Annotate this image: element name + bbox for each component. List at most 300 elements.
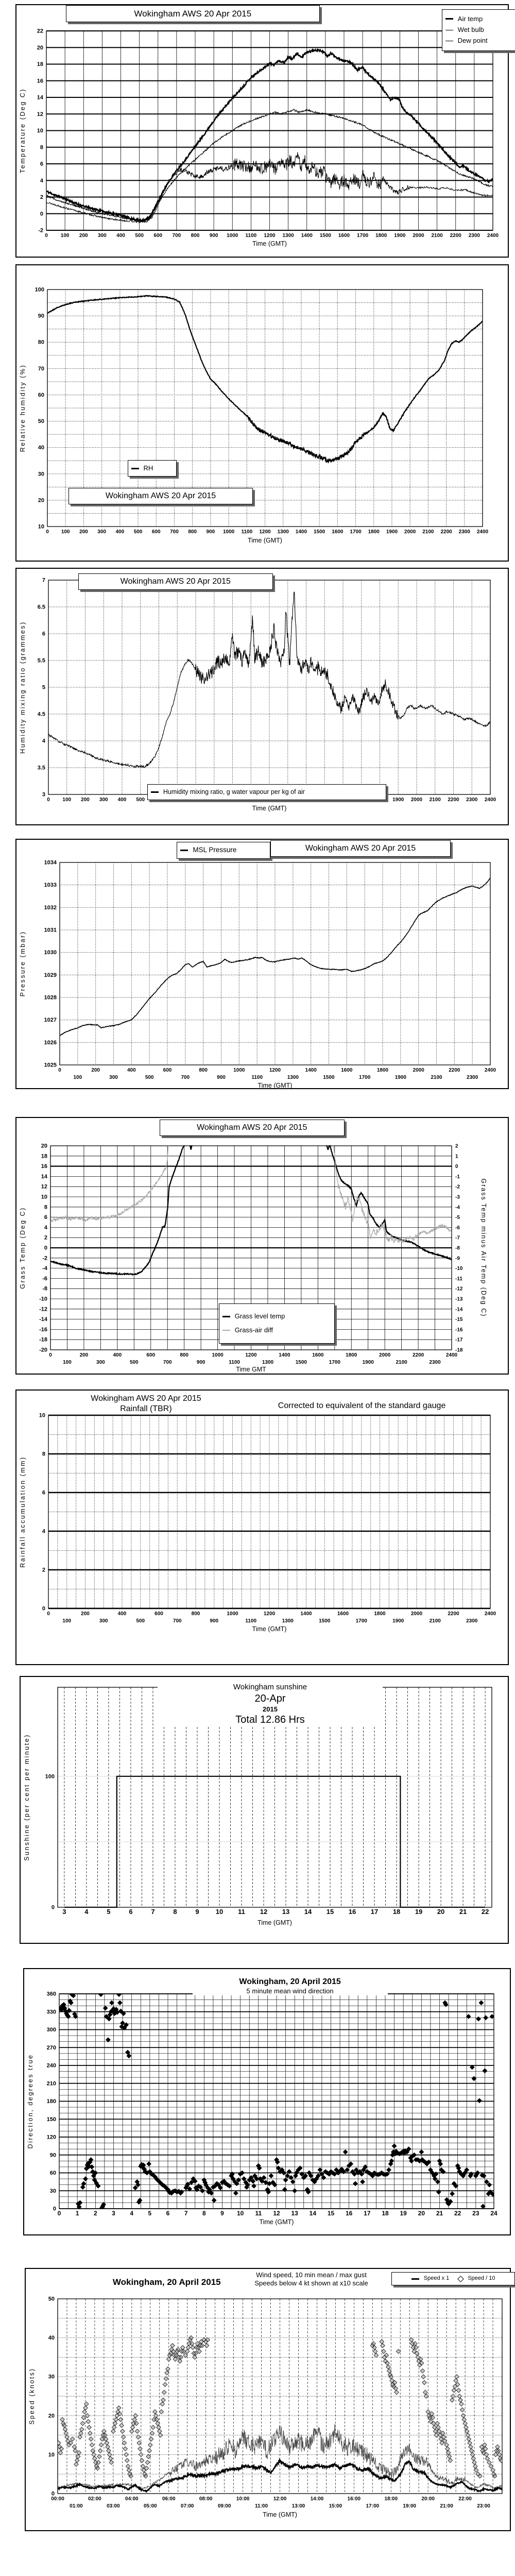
wind-speed-xtick: 07:00 <box>180 2503 194 2509</box>
rainfall-ytick: 10 <box>39 1412 45 1419</box>
sunshine-xtick: 10 <box>215 1908 224 1916</box>
wind-speed-legend <box>391 2272 515 2285</box>
msl-pressure-ytick: 1027 <box>44 1017 57 1024</box>
rainfall-ytick: 2 <box>42 1567 45 1573</box>
grass-temperature-y2tick: 1 <box>455 1154 458 1160</box>
msl-pressure-xtick: 2400 <box>484 1067 496 1073</box>
msl-pressure-ytick: 1034 <box>44 859 57 866</box>
air-temperature-xtick: 2000 <box>413 233 424 239</box>
line-thick-icon <box>222 1316 230 1317</box>
wind-direction-xtick: 20 <box>418 2210 425 2217</box>
rainfall-xtick: 500 <box>136 1618 145 1624</box>
legend-label: Dew point <box>457 37 488 45</box>
grass-temperature-xtick: 1800 <box>346 1352 357 1358</box>
relative-humidity-ytick: 90 <box>38 313 44 319</box>
air-temperature-ytick: 0 <box>40 211 43 217</box>
humidity-mixing-ratio-title-box <box>78 573 273 590</box>
relative-humidity-xtick: 2000 <box>404 529 416 535</box>
grass-temperature-ytick: 4 <box>44 1224 47 1231</box>
rainfall-xtick: 1200 <box>263 1611 276 1617</box>
humidity-mixing-ratio-xtick: 100 <box>62 797 72 803</box>
humidity-mixing-ratio-ytick: 6.5 <box>37 604 45 611</box>
wind-direction-xtick: 4 <box>130 2210 134 2217</box>
relative-humidity-xtick: 1300 <box>277 529 289 535</box>
rainfall-canvas <box>16 1391 510 1666</box>
wind-direction-xtick: 13 <box>291 2210 298 2217</box>
wind-speed-ytick: 20 <box>48 2413 55 2419</box>
humidity-mixing-ratio-xtick: 500 <box>136 797 145 803</box>
air-temperature-xtick: 1700 <box>357 233 369 239</box>
relative-humidity-xtick: 2400 <box>476 529 489 535</box>
wind-direction-canvas <box>24 1969 512 2236</box>
msl-pressure-xtick: 400 <box>127 1067 136 1073</box>
grass-temperature-xtick: 1400 <box>279 1352 290 1358</box>
humidity-mixing-ratio-xtick: 0 <box>47 797 50 803</box>
wind-speed-xtick: 13:00 <box>291 2503 305 2509</box>
wind-direction-ytick: 240 <box>46 2062 56 2069</box>
msl-pressure-xtick: 1000 <box>233 1067 245 1073</box>
wind-direction-xtick: 23 <box>472 2210 479 2217</box>
wind-speed-xtick: 18:00 <box>384 2496 398 2502</box>
wind-direction-xtick: 21 <box>436 2210 443 2217</box>
grass-temperature-ytick: -20 <box>39 1347 47 1353</box>
humidity-mixing-ratio-xlabel: Time (GMT) <box>252 805 287 812</box>
rainfall-xtick: 900 <box>210 1618 219 1624</box>
msl-pressure-ytick: 1032 <box>44 904 57 911</box>
rainfall-title-line: Rainfall (TBR) <box>120 1404 172 1414</box>
relative-humidity-xtick: 800 <box>188 529 197 535</box>
wind-speed-xtick: 20:00 <box>421 2496 435 2502</box>
grass-temperature-y2tick: -11 <box>455 1276 462 1282</box>
rainfall-xtick: 400 <box>117 1611 127 1617</box>
msl-pressure-xtick: 700 <box>181 1075 190 1080</box>
msl-pressure-xtick: 2300 <box>467 1075 478 1080</box>
wind-direction-xtick: 17 <box>364 2210 371 2217</box>
msl-pressure-xlabel: Time (GMT) <box>258 1082 293 1089</box>
humidity-mixing-ratio-xtick: 2200 <box>448 797 459 803</box>
legend-item <box>445 26 513 34</box>
grass-temperature-xtick: 300 <box>96 1360 105 1365</box>
grass-temperature-xtick: 2200 <box>412 1352 424 1358</box>
air-temperature-xtick: 1900 <box>394 233 406 239</box>
grass-temperature-legend <box>219 1303 335 1344</box>
air-temperature-xtick: 1000 <box>227 233 238 239</box>
wind-speed-ytick: 40 <box>48 2335 55 2342</box>
msl-pressure-title-box <box>270 840 450 857</box>
legend-label: Wet bulb <box>457 26 484 34</box>
wind-direction-xtick: 8 <box>202 2210 206 2217</box>
wind-direction-xtick: 18 <box>382 2210 389 2217</box>
wind-speed-ytick: 30 <box>48 2374 55 2380</box>
rainfall-xtick: 800 <box>191 1611 200 1617</box>
wind-direction-xtick: 22 <box>454 2210 461 2217</box>
grass-temperature-xtick: 2000 <box>379 1352 391 1358</box>
wind-speed-xtick: 12:00 <box>273 2496 287 2502</box>
grass-temperature-xtick: 1200 <box>245 1352 257 1358</box>
msl-pressure-ytick: 1030 <box>44 950 57 956</box>
wind-speed-xlabel: Time (GMT) <box>263 2511 297 2518</box>
relative-humidity-xtick: 1700 <box>350 529 362 535</box>
air-temperature-xtick: 500 <box>135 233 144 239</box>
rainfall-xtick: 2000 <box>410 1611 423 1617</box>
grass-temperature-y2tick: 2 <box>455 1143 458 1149</box>
sunshine-title-line: Total 12.86 Hrs <box>235 1714 305 1726</box>
msl-pressure-ytick: 1033 <box>44 882 57 889</box>
relative-humidity-title-line: Wokingham AWS 20 Apr 2015 <box>105 491 216 500</box>
wind-speed-xtick: 03:00 <box>107 2503 120 2509</box>
wind-speed-xtick: 08:00 <box>199 2496 213 2502</box>
grass-temperature-ytick: 18 <box>41 1153 47 1160</box>
msl-pressure-xtick: 1200 <box>269 1067 281 1073</box>
rainfall-xtick: 1000 <box>227 1611 238 1617</box>
wind-direction-xtick: 5 <box>148 2210 152 2217</box>
chart-relative-humidity <box>15 264 509 562</box>
wind-speed-title-line: Wind speed, 10 min mean / max gust <box>256 2271 367 2279</box>
wind-speed-xtick: 09:00 <box>217 2503 231 2509</box>
rainfall-xtick: 2200 <box>448 1611 459 1617</box>
grass-temperature-title-line: Wokingham AWS 20 Apr 2015 <box>197 1123 307 1132</box>
relative-humidity-ytick: 100 <box>35 286 44 293</box>
grass-temperature-series-1 <box>333 1142 452 1243</box>
grass-temperature-ytick: 14 <box>41 1173 47 1180</box>
msl-pressure-xtick: 0 <box>58 1067 61 1073</box>
legend-label: Speed x 1 <box>423 2275 450 2282</box>
wind-direction-xtick: 14 <box>309 2210 317 2217</box>
air-temperature-xtick: 2400 <box>487 233 499 239</box>
grass-temperature-y2tick: -14 <box>455 1307 463 1313</box>
air-temperature-xtick: 700 <box>172 233 181 239</box>
air-temperature-ytick: 20 <box>37 44 43 51</box>
grass-temperature-xtick: 600 <box>146 1352 156 1358</box>
wind-direction-ytick: 0 <box>53 2206 56 2212</box>
wind-direction-title-line: 5 minute mean wind direction <box>246 1987 334 1995</box>
relative-humidity-ytick: 10 <box>38 523 44 530</box>
air-temperature-xtick: 800 <box>191 233 200 239</box>
humidity-mixing-ratio-legend <box>147 784 386 801</box>
legend-item <box>180 846 267 855</box>
msl-pressure-xtick: 1900 <box>394 1075 406 1080</box>
air-temperature-ylabel: Temperature (Deg C) <box>19 88 26 173</box>
air-temperature-ytick: 10 <box>37 128 43 134</box>
wind-direction-xtick: 1 <box>75 2210 79 2217</box>
rainfall-xtick: 600 <box>154 1611 163 1617</box>
air-temperature-xtick: 1500 <box>319 233 331 239</box>
wind-direction-xtick: 0 <box>57 2210 61 2217</box>
rainfall-ytick: 6 <box>42 1489 45 1496</box>
relative-humidity-xtick: 700 <box>170 529 179 535</box>
grass-temperature-y2tick: 0 <box>455 1164 458 1170</box>
grass-temperature-xtick: 800 <box>180 1352 189 1358</box>
rainfall-xtick: 2300 <box>466 1618 478 1624</box>
grass-temperature-title-box <box>160 1120 345 1136</box>
sunshine-xtick: 16 <box>348 1908 356 1916</box>
msl-pressure-ytick: 1031 <box>44 927 57 934</box>
legend-item <box>445 15 513 23</box>
legend-item <box>222 1312 331 1320</box>
wind-speed-xtick: 22:00 <box>458 2496 472 2502</box>
grass-temperature-y2tick: -3 <box>455 1194 460 1200</box>
msl-pressure-ytick: 1025 <box>44 1062 57 1069</box>
air-temperature-ytick: 18 <box>37 61 43 67</box>
air-temperature-ytick: 12 <box>37 111 43 117</box>
wind-speed-xtick: 21:00 <box>440 2503 453 2509</box>
sunshine-xtick: 5 <box>107 1908 111 1916</box>
rainfall-title-box <box>63 1394 229 1414</box>
chart-grass-temperature <box>15 1117 509 1375</box>
wind-direction-ytick: 120 <box>46 2134 56 2141</box>
wind-direction-xtick: 11 <box>255 2210 262 2217</box>
msl-pressure-xtick: 1600 <box>341 1067 353 1073</box>
msl-pressure-xtick: 100 <box>73 1075 82 1080</box>
air-temperature-ytick: 16 <box>37 78 43 84</box>
grass-temperature-ytick: 6 <box>44 1214 47 1221</box>
grass-temperature-xtick: 900 <box>196 1360 205 1365</box>
rainfall-xtick: 1900 <box>392 1618 404 1624</box>
chart-rainfall <box>15 1389 509 1665</box>
sunshine-xtick: 7 <box>151 1908 155 1916</box>
rainfall-title-line: Wokingham AWS 20 Apr 2015 <box>91 1394 201 1403</box>
sunshine-ylabel: Sunshine (per cent per minute) <box>23 1734 30 1861</box>
grass-temperature-y2tick: -8 <box>455 1245 460 1251</box>
wind-direction-xtick: 6 <box>166 2210 170 2217</box>
msl-pressure-ytick: 1028 <box>44 994 57 1001</box>
air-temperature-ytick: 2 <box>40 194 43 200</box>
legend-item <box>222 1326 331 1334</box>
humidity-mixing-ratio-ytick: 4 <box>42 738 45 744</box>
air-temperature-title-line: Wokingham AWS 20 Apr 2015 <box>134 9 252 19</box>
line-gray-icon <box>222 1330 230 1331</box>
wind-direction-ytick: 90 <box>49 2152 56 2159</box>
rainfall-ylabel: Rainfall accumulation (mm) <box>19 1456 26 1568</box>
air-temperature-xtick: 1800 <box>375 233 387 239</box>
relative-humidity-xtick: 1900 <box>386 529 398 535</box>
wind-speed-title-line: Wokingham, 20 April 2015 <box>112 2277 221 2287</box>
wind-direction-ytick: 30 <box>49 2188 56 2194</box>
air-temperature-canvas <box>16 5 510 259</box>
rainfall-xtick: 0 <box>47 1611 50 1617</box>
msl-pressure-xtick: 1400 <box>305 1067 317 1073</box>
relative-humidity-xtick: 900 <box>206 529 215 535</box>
relative-humidity-xtick: 1200 <box>259 529 271 535</box>
wind-direction-ytick: 360 <box>46 1991 56 1997</box>
relative-humidity-ytick: 80 <box>38 339 44 346</box>
rainfall-title-line: Corrected to equivalent of the standard gauge <box>278 1401 446 1411</box>
grass-temperature-ytick: 16 <box>41 1163 47 1170</box>
sunshine-xtick: 8 <box>173 1908 177 1916</box>
air-temperature-ytick: 22 <box>37 28 43 35</box>
grass-temperature-xtick: 500 <box>129 1360 139 1365</box>
humidity-mixing-ratio-ytick: 5.5 <box>37 657 45 664</box>
grass-temperature-y2tick: -2 <box>455 1184 460 1190</box>
air-temperature-xtick: 1600 <box>338 233 350 239</box>
sunshine-xtick: 11 <box>238 1908 245 1916</box>
msl-pressure-legend <box>177 842 270 859</box>
air-temperature-ytick: 8 <box>40 144 43 151</box>
wind-direction-xtick: 2 <box>93 2210 97 2217</box>
legend-label: MSL Pressure <box>193 845 237 854</box>
humidity-mixing-ratio-title-line: Wokingham AWS 20 Apr 2015 <box>120 577 231 586</box>
legend-item <box>458 2275 495 2282</box>
wind-speed-xtick: 23:00 <box>477 2503 490 2509</box>
grass-temperature-ytick: -12 <box>39 1306 47 1313</box>
grass-temperature-xtick: 1700 <box>329 1360 340 1365</box>
wind-speed-xtick: 01:00 <box>70 2503 83 2509</box>
wind-speed-title-box <box>235 2271 388 2288</box>
sunshine-ytick: 0 <box>51 1904 55 1911</box>
msl-pressure-ylabel: Pressure (mbar) <box>19 930 26 997</box>
air-temperature-ytick: -2 <box>38 227 43 234</box>
grass-temperature-y2tick: -10 <box>455 1266 463 1272</box>
wind-speed-xtick: 15:00 <box>329 2503 342 2509</box>
grass-temperature-ytick: 2 <box>44 1234 47 1241</box>
rainfall-ytick: 8 <box>42 1451 45 1458</box>
humidity-mixing-ratio-xtick: 2000 <box>410 797 423 803</box>
rainfall-xtick: 700 <box>173 1618 182 1624</box>
grass-temperature-xtick: 700 <box>163 1360 172 1365</box>
air-temperature-title-box <box>66 5 320 22</box>
sunshine-title-line: Wokingham sunshine <box>233 1683 307 1692</box>
relative-humidity-xtick: 2100 <box>422 529 434 535</box>
sunshine-xtick: 4 <box>84 1908 89 1916</box>
legend-label: RH <box>143 464 153 472</box>
air-temperature-xtick: 2300 <box>468 233 480 239</box>
humidity-mixing-ratio-xtick: 200 <box>81 797 90 803</box>
rainfall-title-box <box>231 1401 493 1411</box>
chart-msl-pressure <box>15 839 509 1089</box>
air-temperature-xtick: 2200 <box>450 233 461 239</box>
wind-speed-xtick: 00:00 <box>51 2496 64 2502</box>
msl-pressure-xtick: 800 <box>199 1067 208 1073</box>
grass-temperature-xtick: 1100 <box>229 1360 240 1365</box>
msl-pressure-ytick: 1029 <box>44 972 57 978</box>
rainfall-ytick: 4 <box>42 1528 45 1535</box>
wind-speed-xtick: 02:00 <box>88 2496 101 2502</box>
relative-humidity-ytick: 20 <box>38 497 44 504</box>
relative-humidity-ytick: 70 <box>38 365 44 372</box>
humidity-mixing-ratio-xtick: 2300 <box>466 797 478 803</box>
air-temperature-ytick: 14 <box>37 94 43 101</box>
wind-speed-xtick: 14:00 <box>310 2496 324 2502</box>
grass-temperature-y2tick: -12 <box>455 1286 463 1292</box>
legend-item <box>411 2275 450 2282</box>
humidity-mixing-ratio-ytick: 4.5 <box>37 711 45 718</box>
grass-temperature-xtick: 0 <box>49 1352 52 1358</box>
grass-temperature-xtick: 1600 <box>312 1352 324 1358</box>
humidity-mixing-ratio-ylabel: Humidity mixing ratio (grammes) <box>19 621 26 754</box>
grass-temperature-xtick: 2100 <box>396 1360 407 1365</box>
air-temperature-xtick: 400 <box>116 233 125 239</box>
air-temperature-xtick: 100 <box>60 233 70 239</box>
msl-pressure-xtick: 1500 <box>323 1075 335 1080</box>
rainfall-xtick: 1100 <box>245 1618 257 1624</box>
relative-humidity-xtick: 2200 <box>440 529 452 535</box>
grass-temperature-xtick: 100 <box>63 1360 72 1365</box>
grass-temperature-ytick: -8 <box>42 1285 47 1292</box>
wind-speed-canvas <box>26 2269 512 2532</box>
sunshine-xtick: 21 <box>459 1908 467 1916</box>
sunshine-xtick: 19 <box>415 1908 423 1916</box>
wind-direction-xtick: 12 <box>273 2210 280 2217</box>
grass-temperature-y2tick: -1 <box>455 1174 460 1180</box>
msl-pressure-xtick: 1700 <box>359 1075 371 1080</box>
rainfall-xtick: 300 <box>99 1618 108 1624</box>
line-thick-icon <box>131 468 139 469</box>
sunshine-xlabel: Time (GMT) <box>258 1919 292 1926</box>
wind-speed-ytick: 50 <box>48 2296 55 2302</box>
grass-temperature-xtick: 200 <box>79 1352 89 1358</box>
chart-sunshine <box>20 1676 509 1944</box>
msl-pressure-xtick: 600 <box>163 1067 172 1073</box>
sunshine-title-line: 2015 <box>263 1705 278 1714</box>
humidity-mixing-ratio-xtick: 1900 <box>392 797 404 803</box>
msl-pressure-ytick: 1026 <box>44 1039 57 1046</box>
line-thick-icon <box>445 18 453 20</box>
grass-temperature-y2tick: -9 <box>455 1256 460 1262</box>
wind-speed-ylabel: Speed (knots) <box>28 2367 36 2425</box>
grass-temperature-y2tick: -13 <box>455 1296 463 1302</box>
msl-pressure-title-line: Wokingham AWS 20 Apr 2015 <box>305 843 416 853</box>
relative-humidity-xtick: 100 <box>61 529 70 535</box>
wind-direction-ytick: 270 <box>46 2044 56 2051</box>
sunshine-xtick: 17 <box>370 1908 379 1916</box>
wind-speed-ytick: 0 <box>51 2490 55 2497</box>
grass-temperature-xtick: 1300 <box>262 1360 274 1365</box>
grass-temperature-ytick: -16 <box>39 1326 47 1333</box>
relative-humidity-canvas <box>16 265 510 563</box>
legend-label: Grass-air diff <box>234 1326 273 1334</box>
chart-wind-speed <box>25 2268 511 2531</box>
grass-temperature-ytick: 12 <box>41 1183 47 1190</box>
relative-humidity-ytick: 40 <box>38 445 44 451</box>
relative-humidity-xtick: 0 <box>46 529 49 535</box>
wind-speed-ytick: 10 <box>48 2451 55 2458</box>
msl-pressure-canvas <box>16 840 510 1090</box>
msl-pressure-xtick: 900 <box>217 1075 226 1080</box>
grass-temperature-y2tick: -18 <box>455 1347 463 1353</box>
msl-pressure-xtick: 200 <box>91 1067 100 1073</box>
air-temperature-xtick: 200 <box>79 233 88 239</box>
relative-humidity-xtick: 1800 <box>368 529 380 535</box>
rainfall-xtick: 1600 <box>337 1611 349 1617</box>
wind-direction-xlabel: Time (GMT) <box>259 2218 294 2226</box>
grass-temperature-ytick: -18 <box>39 1336 47 1343</box>
air-temperature-ytick: 4 <box>40 177 43 184</box>
grass-temperature-ytick: -4 <box>42 1265 47 1272</box>
rainfall-xtick: 200 <box>81 1611 90 1617</box>
msl-pressure-xtick: 500 <box>145 1075 154 1080</box>
wind-speed-xtick: 19:00 <box>403 2503 416 2509</box>
diamond-open-icon <box>457 2276 464 2282</box>
relative-humidity-legend <box>128 460 177 477</box>
grass-temperature-xtick: 2300 <box>429 1360 441 1365</box>
wind-direction-xtick: 3 <box>112 2210 115 2217</box>
humidity-mixing-ratio-ytick: 6 <box>42 631 45 637</box>
air-temperature-xtick: 1200 <box>264 233 276 239</box>
wind-direction-xtick: 19 <box>400 2210 407 2217</box>
relative-humidity-xtick: 1100 <box>241 529 253 535</box>
air-temperature-xtick: 900 <box>209 233 218 239</box>
wind-speed-xtick: 06:00 <box>162 2496 176 2502</box>
msl-pressure-xtick: 1800 <box>376 1067 389 1073</box>
grass-temperature-xtick: 1900 <box>362 1360 374 1365</box>
air-temperature-xtick: 1400 <box>301 233 313 239</box>
wind-direction-title-line: Wokingham, 20 April 2015 <box>239 1977 341 1986</box>
humidity-mixing-ratio-ytick: 3 <box>42 791 45 798</box>
grass-temperature-ytick: 20 <box>41 1143 47 1149</box>
rainfall-xtick: 1500 <box>319 1618 331 1624</box>
grass-temperature-xtick: 2400 <box>445 1352 458 1358</box>
grass-temperature-y2tick: -6 <box>455 1225 460 1231</box>
